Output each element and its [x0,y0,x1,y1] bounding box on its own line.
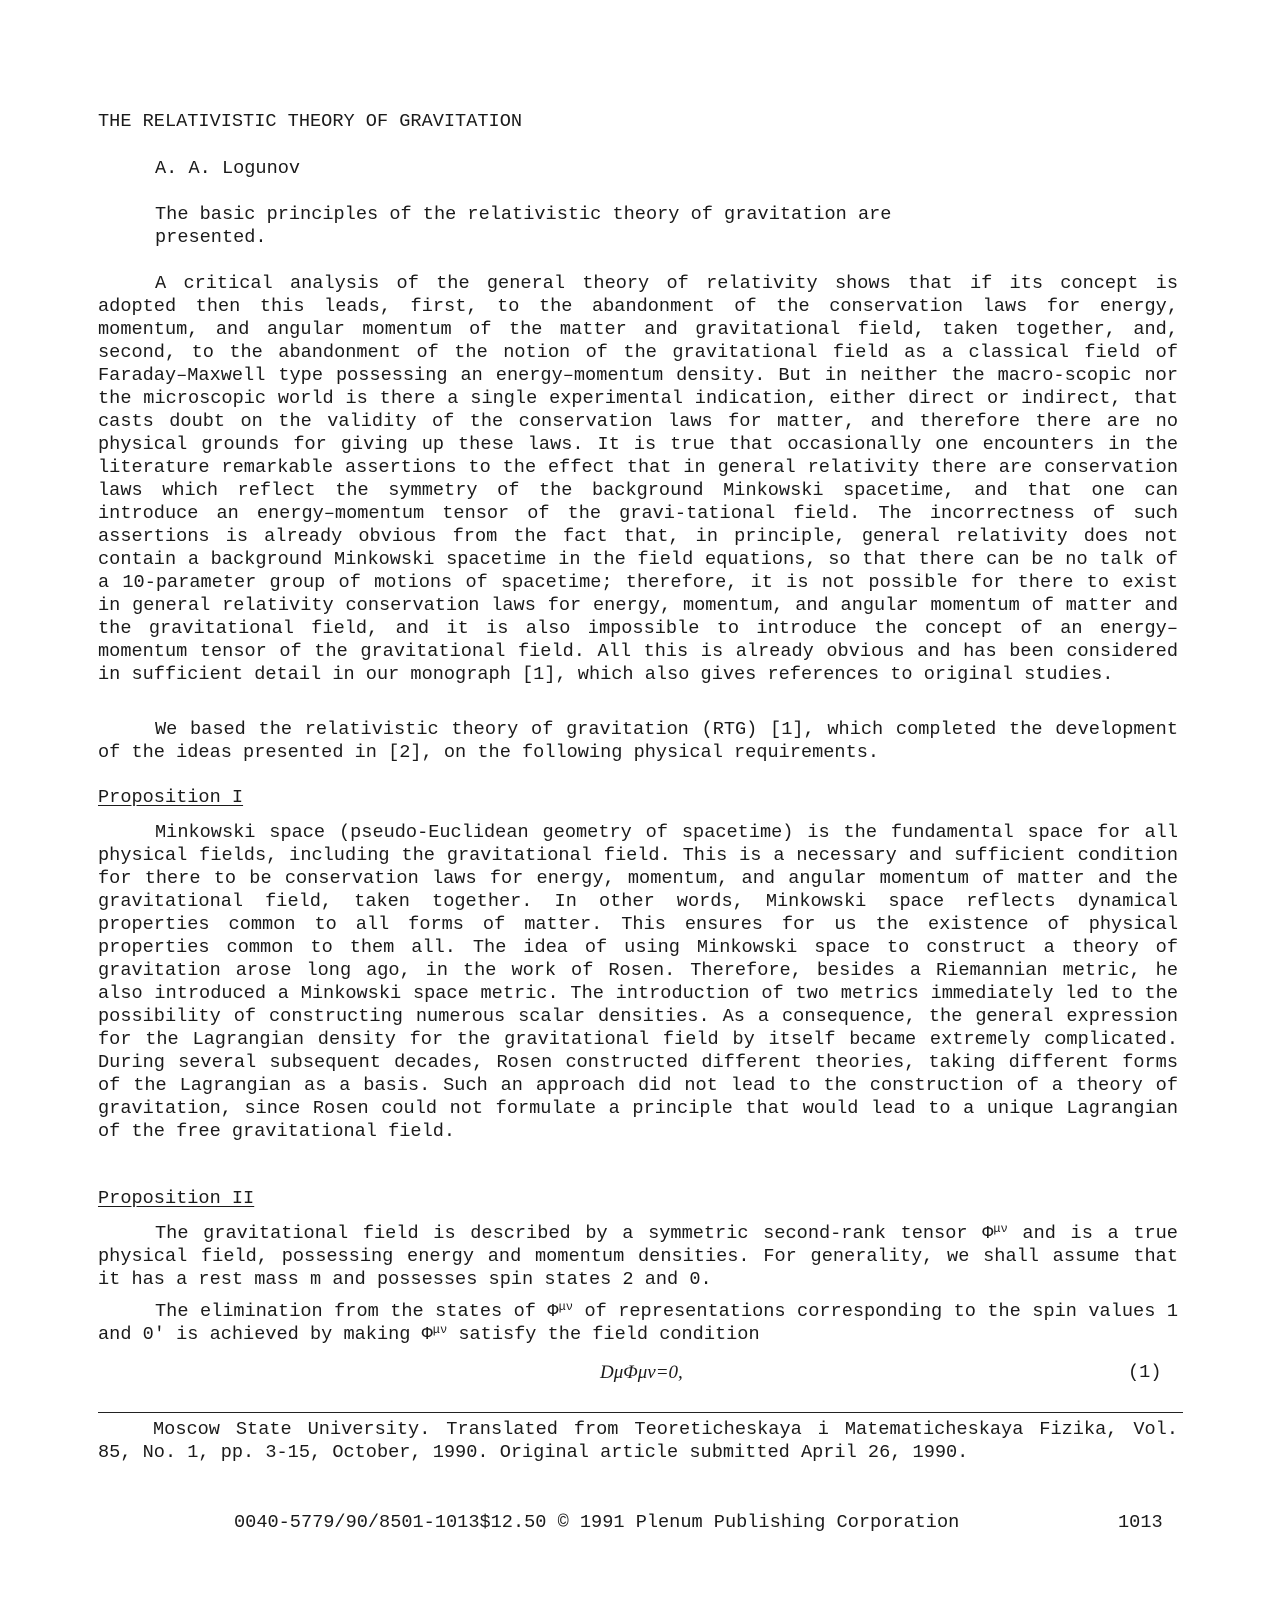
tensor-indices: μν [558,1300,573,1314]
article-abstract: The basic principles of the relativistic theory of gravitation are presented. [155,204,892,248]
article-author: A. A. Logunov [155,158,301,179]
tensor-symbol: Φ [982,1223,994,1244]
proposition-2-text-a: The gravitational field is described by a symmetric second-rank tensor [155,1223,968,1244]
proposition-2-text-b: and is a true physical field, possessing energy and momentum densities. For generality, we shall assume that it has a rest mass m and possesses spin states 2 and 0. [98,1223,1178,1290]
proposition-1-heading: Proposition I [98,787,244,808]
tensor-indices: μν [993,1222,1008,1236]
tensor-indices: μν [432,1323,448,1337]
body-paragraph-1: A critical analysis of the general theory of relativity shows that if its concept is adopted then this leads, first, to the abandonment of the conservation laws for energy, momentum, and angular momentum of the matter and gravitational field, taken together, and, second, to the abandonment of the notion of the gravitational field as a classical field of Faraday–Maxwell type possessing an energy–momentum density. But in neither the macro-scopic nor the microscopic world is there a single experimental indication, either direct or indirect, that casts doubt on the validity of the conservation laws for matter, and therefore there are no physical grounds for giving up these laws. It is true that occasionally one encounters in the literature remarkable assertions to the effect that in general relativity there are conservation laws which reflect the symmetry of the background Minkowski spacetime, and that one can introduce an energy–momentum tensor of the gravi-tational field. The incorrectness of such assertions is already obvious from the fact that, in principle, general relativity does not contain a background Minkowski spacetime in the field equations, so that there can be no talk of a 10-parameter group of motions of spacetime; therefore, it is not possible for there to exist in general relativity conservation laws for energy, momentum, and angular momentum of matter and the gravitational field, and it is also impossible to introduce the concept of an energy–momentum tensor of the gravitational field. All this is already obvious and has been considered in sufficient detail in our monograph [1], which also gives references to original studies. [98,273,1178,685]
tensor-symbol: Φ [547,1301,559,1322]
paragraph-5-text-b: of representations corresponding to the spin values 1 and 0′ is achieved by making [98,1301,1178,1345]
tensor-symbol: Φ [421,1324,433,1345]
proposition-2-text [98,1222,1178,1291]
paragraph-5-text-c: satisfy the field condition [458,1324,760,1345]
footnote: Moscow State University. Translated from Teoreticheskaya i Matematicheskaya Fizika, Vol. 85, No. 1, pp. 3-15, October, 1990. Original article submitted April 26, 1990. [98,1419,1178,1463]
page-number: 1013 [1118,1512,1163,1533]
paragraph-5-text-a: The elimination from the states of [155,1301,536,1322]
article-title: THE RELATIVISTIC THEORY OF GRAVITATION [98,111,523,132]
equation-1-number: (1) [1128,1362,1162,1383]
equation-1: DμΦμν=0, [600,1362,683,1383]
body-paragraph-2: We based the relativistic theory of gravitation (RTG) [1], which completed the development of the ideas presented in [2], on the following physical requirements. [98,719,1178,763]
publication-code: 0040-5779/90/8501-1013$12.50 © 1991 Plenum Publishing Corporation [234,1512,960,1533]
proposition-2-heading: Proposition II [98,1188,255,1209]
body-paragraph-5 [98,1300,1178,1346]
footnote-divider [98,1412,1183,1413]
proposition-1-text: Minkowski space (pseudo-Euclidean geometry of spacetime) is the fundamental space for all physical fields, including the gravitational field. This is a necessary and sufficient condition for there to be conservation laws for energy, momentum, and angular momentum of matter and the gravitational field, taken together. In other words, Minkowski space reflects dynamical properties common to all forms of matter. This ensures for us the existence of physical properties common to them all. The idea of using Minkowski space to construct a theory of gravitation arose long ago, in the work of Rosen. Therefore, besides a Riemannian metric, he also introduced a Minkowski space metric. The introduction of two metrics immediately led to the possibility of constructing numerous scalar densities. As a consequence, the general expression for the Lagrangian density for the gravitational field by itself became extremely complicated. During several subsequent decades, Rosen constructed different theories, taking different forms of the Lagrangian as a basis. Such an approach did not lead to the construction of a theory of gravitation, since Rosen could not formulate a principle that would lead to a unique Lagrangian of the free gravitational field. [98,822,1178,1142]
